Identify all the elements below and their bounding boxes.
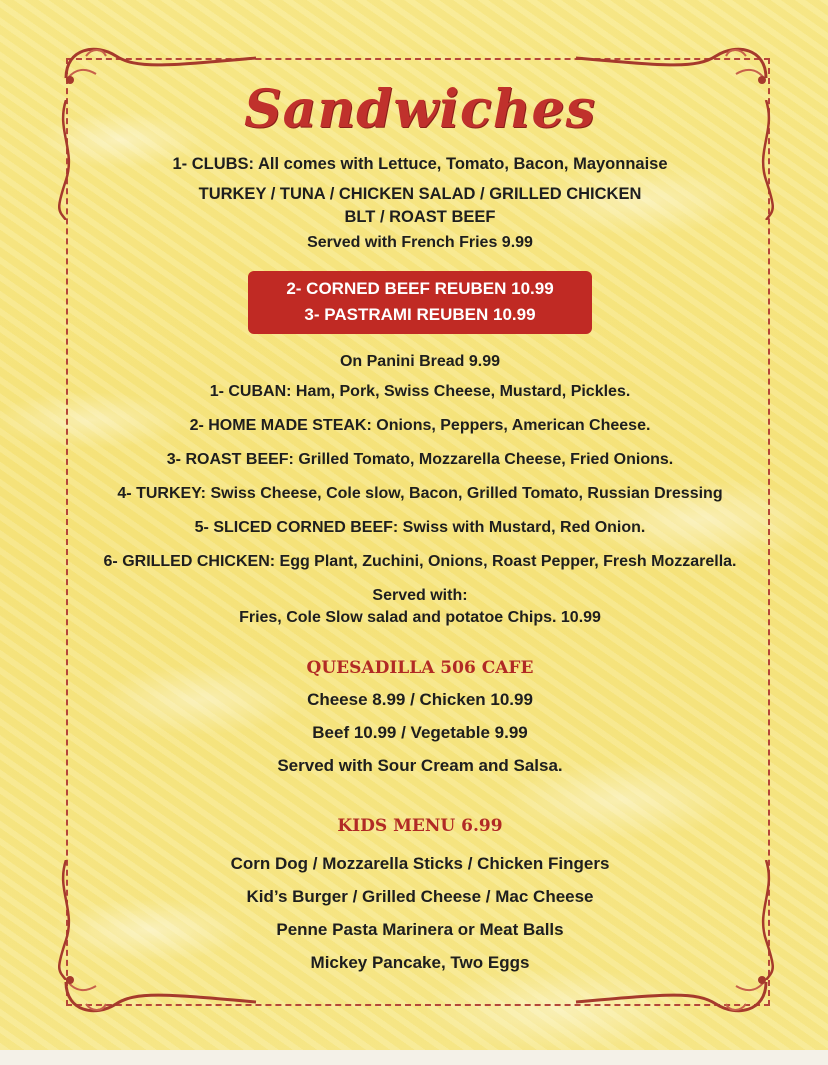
quesadilla-line: Cheese 8.99 / Chicken 10.99 xyxy=(307,690,533,709)
corned-beef-reuben: 2- CORNED BEEF REUBEN 10.99 xyxy=(286,279,554,298)
panini-served-detail: Fries, Cole Slow salad and potatoe Chips. 10.99 xyxy=(239,609,601,626)
kids-line: Penne Pasta Marinera or Meat Balls xyxy=(276,920,564,939)
kids-line: Mickey Pancake, Two Eggs xyxy=(310,953,530,972)
bottom-right-ornament-icon xyxy=(556,972,776,1022)
clubs-options: TURKEY / TUNA / CHICKEN SALAD / GRILLED CHICKEN xyxy=(198,185,642,203)
kids-heading: KIDS MENU 6.99 xyxy=(337,816,503,836)
clubs-section xyxy=(70,154,770,253)
quesadilla-section xyxy=(70,658,770,776)
quesadilla-line: Beef 10.99 / Vegetable 9.99 xyxy=(312,723,528,742)
panini-item: 1- CUBAN: Ham, Pork, Swiss Cheese, Mustard, Pickles. xyxy=(209,383,631,400)
panini-heading: On Panini Bread 9.99 xyxy=(339,353,501,370)
quesadilla-heading: QUESADILLA 506 CAFE xyxy=(306,658,534,678)
panini-item: 6- GRILLED CHICKEN: Egg Plant, Zuchini, Onions, Roast Pepper, Fresh Mozzarella. xyxy=(103,553,737,570)
panini-served-label: Served with: xyxy=(372,587,468,604)
kids-section xyxy=(70,816,770,973)
panini-item: 4- TURKEY: Swiss Cheese, Cole slow, Bacon, Grilled Tomato, Russian Dressing xyxy=(117,485,723,502)
panini-item: 2- HOME MADE STEAK: Onions, Peppers, American Cheese. xyxy=(189,417,651,434)
reuben-highlight-box xyxy=(248,271,592,334)
bottom-left-ornament-icon xyxy=(56,972,276,1022)
kids-line: Kid’s Burger / Grilled Cheese / Mac Cheese xyxy=(246,887,594,906)
clubs-price: Served with French Fries 9.99 xyxy=(307,234,533,251)
kids-line: Corn Dog / Mozzarella Sticks / Chicken Fingers xyxy=(230,854,610,873)
clubs-description: 1- CLUBS: All comes with Lettuce, Tomato, Bacon, Mayonnaise xyxy=(172,155,668,173)
panini-item: 5- SLICED CORNED BEEF: Swiss with Mustard, Red Onion. xyxy=(194,519,646,536)
panini-section xyxy=(70,352,770,628)
page-title: Sandwiches xyxy=(244,79,596,140)
clubs-options-2: BLT / ROAST BEEF xyxy=(344,208,496,226)
quesadilla-served: Served with Sour Cream and Salsa. xyxy=(277,756,563,775)
pastrami-reuben: 3- PASTRAMI REUBEN 10.99 xyxy=(304,305,536,324)
panini-item: 3- ROAST BEEF: Grilled Tomato, Mozzarella Cheese, Fried Onions. xyxy=(166,451,674,468)
menu-content xyxy=(70,78,770,973)
